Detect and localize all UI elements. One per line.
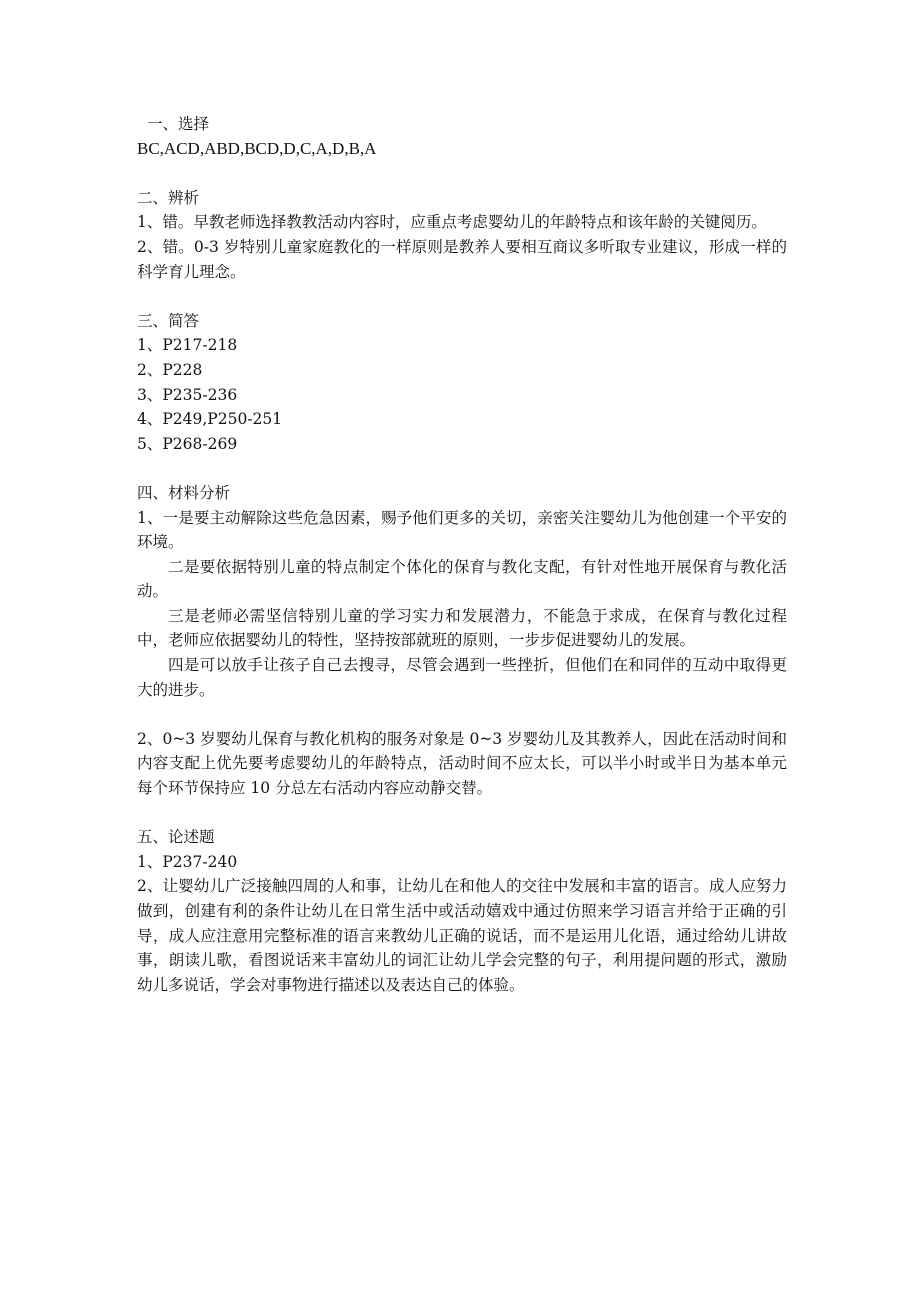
short-answer-item-4: 4、P249,P250-251 — [137, 410, 283, 429]
material-q1-point-1: 1、一是要主动解除这些危急因素，赐予他们更多的关切，亲密关注婴幼儿为他创建一个平安的环境。 — [137, 508, 787, 552]
section-title-choice: 一、选择 — [147, 115, 210, 133]
material-q1-point-3: 三是老师必需坚信特别儿童的学习实力和发展潜力，不能急于求成，在保育与教化过程中，老师应依据婴幼儿的特性，坚持按部就班的原则，一步步促进婴幼儿的发展。 — [137, 606, 787, 650]
spacer — [137, 456, 787, 481]
spacer — [137, 801, 787, 826]
spacer — [137, 284, 787, 309]
judgment-item-2: 2、错。0-3 岁特别儿童家庭教化的一样原则是教养人要相互商议多听取专业建议，形成一样的科学育儿理念。 — [137, 237, 787, 281]
short-answer-item-1: 1、P217-218 — [137, 336, 238, 355]
section-title-essay: 五、论述题 — [137, 828, 215, 847]
choice-answers: BC,ACD,ABD,BCD,D,C,A,D,B,A — [137, 138, 377, 158]
short-answer-item-3: 3、P235-236 — [137, 385, 238, 404]
judgment-item-1: 1、错。早教老师选择教教活动内容时，应重点考虑婴幼儿的年龄特点和该年龄的关键阅历。 — [137, 213, 767, 232]
material-q1-point-4: 四是可以放手让孩子自己去搜寻，尽管会遇到一些挫折，但他们在和同伴的互动中取得更大的进步。 — [137, 656, 787, 699]
section-title-judgment: 二、辨析 — [137, 188, 200, 207]
essay-q2: 2、让婴幼儿广泛接触四周的人和事，让幼儿在和他人的交往中发展和丰富的语言。成人应努力做到，创建有利的条件让幼儿在日常生活中或活动嬉戏中通过仿照来学习语言并给于正确的引导，成人应注意用完整标准的语言来教幼儿正确的说话，而不是运用儿化语，通过给幼儿讲故事，朗读儿歌，看图说话来丰富幼儿的词汇让幼儿学会完整的句子，利用提问题的形式，激励幼儿多说话，学会对事物进行描述以及表达自己的体验。 — [137, 877, 787, 994]
spacer — [137, 702, 787, 727]
short-answer-item-5: 5、P268-269 — [137, 434, 238, 453]
answer-document — [137, 112, 787, 997]
spacer — [137, 161, 787, 186]
short-answer-item-2: 2、P228 — [137, 360, 203, 379]
essay-q1: 1、P237-240 — [137, 852, 238, 871]
section-title-material-analysis: 四、材料分析 — [137, 483, 231, 502]
material-q2: 2、0~3 岁婴幼儿保育与教化机构的服务对象是 0~3 岁婴幼儿及其教养人，因此在活动时间和内容支配上优先要考虑婴幼儿的年龄特点，活动时间不应太长，可以半小时或半日为基本单元每个环节保持应 10 分总左右活动内容应动静交替。 — [137, 729, 787, 798]
material-q1-point-2: 二是要依据特别儿童的特点制定个体化的保育与教化支配，有针对性地开展保育与教化活动。 — [137, 557, 787, 601]
section-title-short-answer: 三、简答 — [137, 311, 200, 330]
